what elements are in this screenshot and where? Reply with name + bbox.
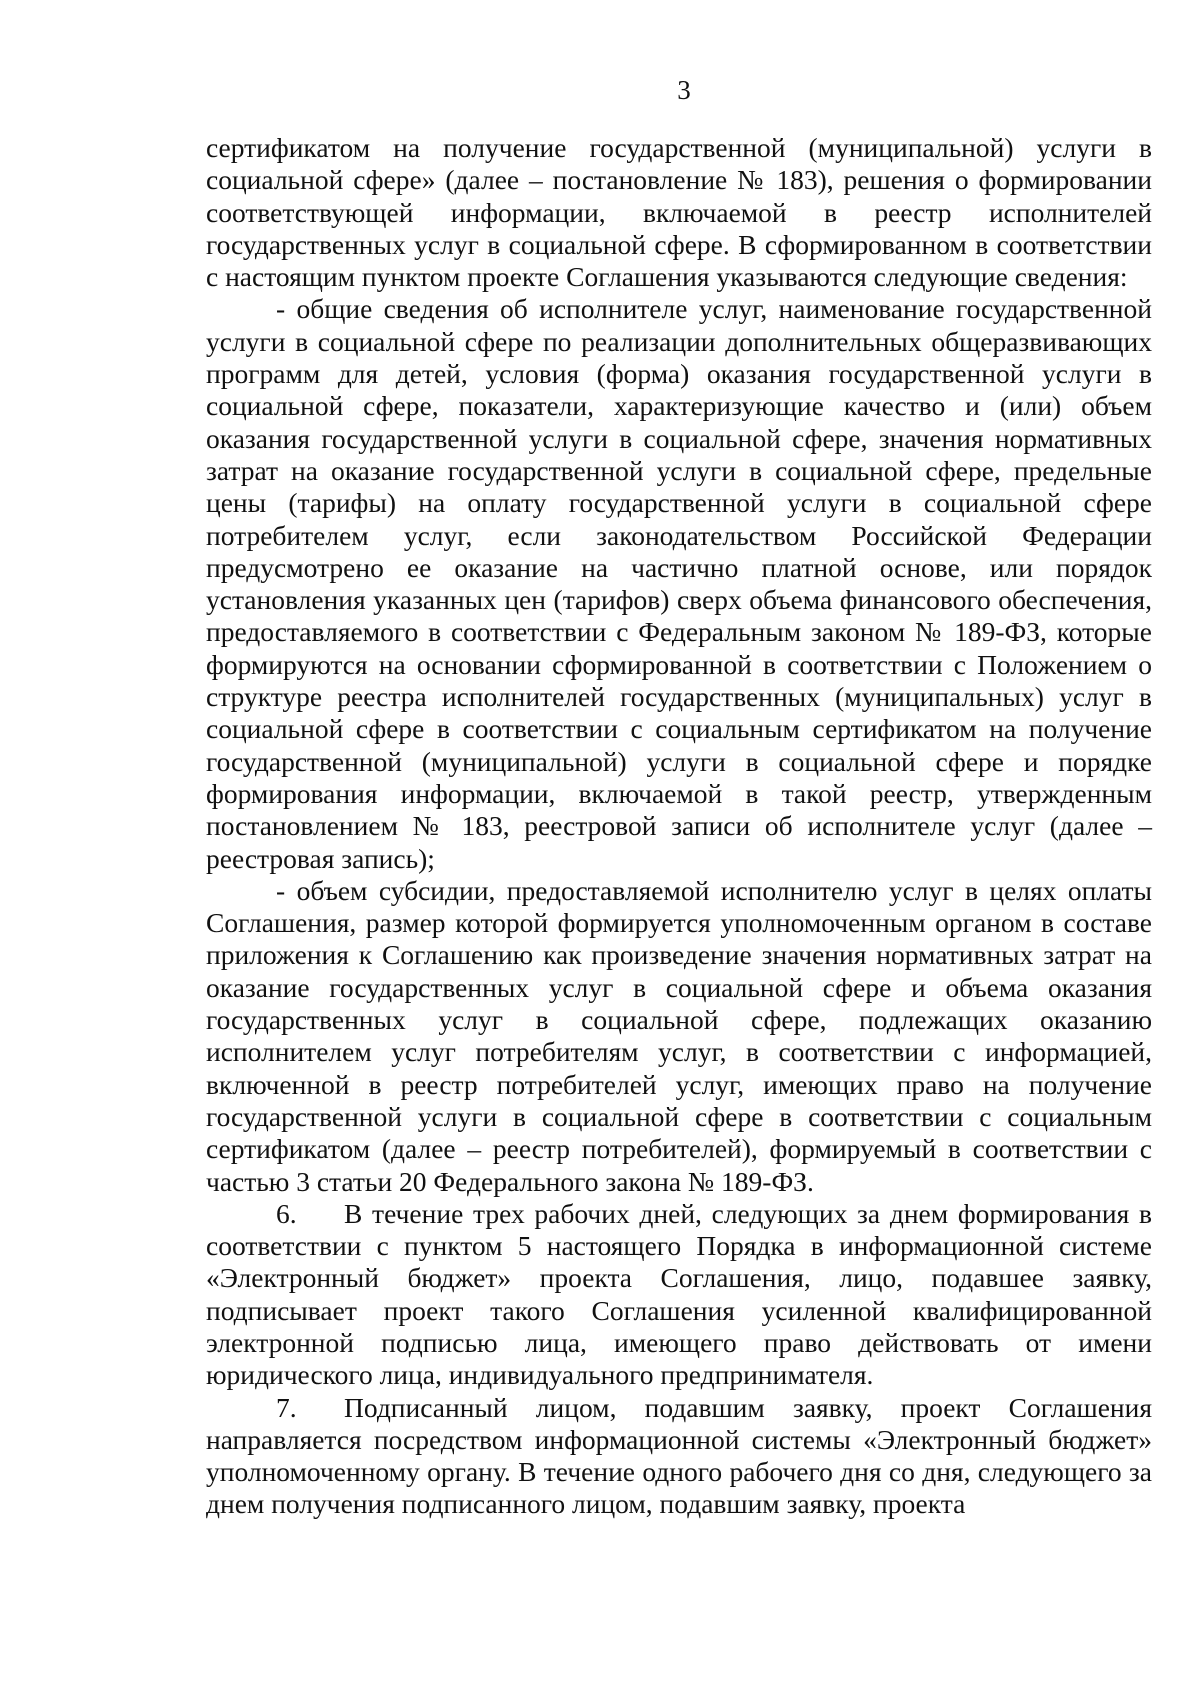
clause-6-number: 6.	[276, 1197, 297, 1229]
clause-6	[206, 1198, 1152, 1392]
clause-7	[206, 1392, 1152, 1521]
clause-7-text: Подписанный лицом, подавшим заявку, проект Соглашения направляется посредством информационной системы «Электронный бюджет» уполномоченному органу. В течение одного рабочего дня со дня, следующего за днем получения подписанного лицом, подавшим заявку, проекта	[206, 1391, 1152, 1520]
document-body	[206, 132, 1152, 1521]
paragraph-general-info: - общие сведения об исполнителе услуг, наименование государственной услуги в социальной сфере по реализации дополнительных общеразвивающих программ для детей, условия (форма) оказания государственной услуги в социальной сфере, показатели, характеризующие качество и (или) объем оказания государственной услуги в социальной сфере, значения нормативных затрат на оказание государственной услуги в социальной сфере, предельные цены (тарифы) на оплату государственной услуги в социальной сфере потребителем услуг, если законодательством Российской Федерации предусмотрено ее оказание на частично платной основе, или порядок установления указанных цен (тарифов) сверх объема финансового обеспечения, предоставляемого в соответствии с Федеральным законом № 189-ФЗ, которые формируются на основании сформированной в соответствии с Положением о структуре реестра исполнителей государственных (муниципальных) услуг в социальной сфере в соответствии с социальным сертификатом на получение государственной (муниципальной) услуги в социальной сфере и порядке формирования информации, включаемой в такой реестр, утвержденным постановлением № 183, реестровой записи об исполнителе услуг (далее – реестровая запись);	[206, 293, 1152, 874]
clause-7-number: 7.	[276, 1391, 297, 1423]
clause-6-text: В течение трех рабочих дней, следующих за днем формирования в соответствии с пунктом 5 настоящего Порядка в информационной системе «Электронный бюджет» проекта Соглашения, лицо, подавшее заявку, подписывает проект такого Соглашения усиленной квалифицированной электронной подписью лица, имеющего право действовать от имени юридического лица, индивидуального предпринимателя.	[206, 1197, 1152, 1391]
paragraph-subsidy-volume: - объем субсидии, предоставляемой исполнителю услуг в целях оплаты Соглашения, размер которой формируется уполномоченным органом в составе приложения к Соглашению как произведение значения нормативных затрат на оказание государственных услуг в социальной сфере и объема оказания государственных услуг в социальной сфере, подлежащих оказанию исполнителем услуг потребителям услуг, в соответствии с информацией, включенной в реестр потребителей услуг, имеющих право на получение государственной услуги в социальной сфере в соответствии с социальным сертификатом (далее – реестр потребителей), формируемый в соответствии с частью 3 статьи 20 Федерального закона № 189-ФЗ.	[206, 874, 1152, 1197]
page-number: 3	[677, 75, 691, 105]
paragraph-continuation: сертификатом на получение государственной (муниципальной) услуги в социальной сфере» (далее – постановление № 183), решения о формировании соответствующей информации, включаемой в реестр исполнителей государственных услуг в социальной сфере. В сформированном в соответствии с настоящим пунктом проекте Соглашения указываются следующие сведения:	[206, 132, 1152, 293]
